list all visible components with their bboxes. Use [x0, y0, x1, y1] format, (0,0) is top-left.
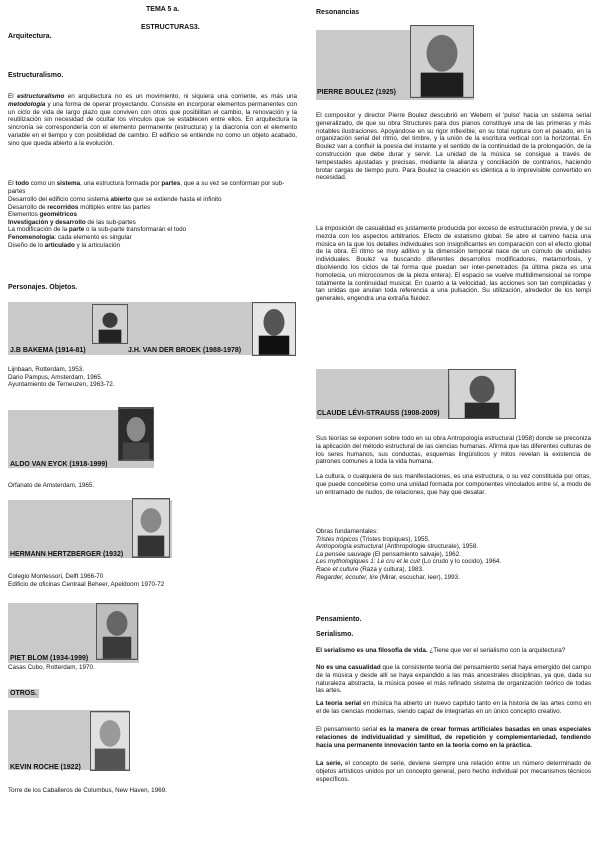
- list-item: Fenomenología: cada elemento es singular: [8, 233, 132, 241]
- list-item: La pensée sauvage (El pensamiento salvaje), 1962.: [316, 550, 461, 558]
- arquitectura-heading: Arquitectura.: [8, 33, 52, 40]
- list-item: Les mythologiques 1: Le cru et le cuit (Lo crudo y lo cocido), 1964.: [316, 558, 502, 566]
- boulez-paragraph-2: La imposición de casualidad es justamente producida por exceso de estructuración previa, y de su mezcla con los aspectos arbitrarios. Efecto de estatismo global. Se abre el camino hacia una música en la que los detalles individuales son insignificantes en comparación con el efecto global de la obra. El ritmo se muy aditivo y la dimensión temporal nace de un cúmulo de unidades individuales. Boulez va buscando diferentes desarrollos modificadores, metamorfosis, y disolviendo los ciclos de tal forma que puedan ser inter-penetrados (la última pieza es una homotecia, un microcosmos de la pieza entera). El espacio se vuelve multidimensional se rompe totalmente la continuidad musical. En cuanto a la velocidad, las acciones son tan complicadas y tan unidas que anulan toda referencia a una pulsación. Su utilización, alrededor de los tempi generales, engendra una extraña fluidez.: [316, 225, 591, 303]
- estructuras-label: ESTRUCTURAS3.: [141, 24, 200, 31]
- levi-portrait: [448, 369, 516, 419]
- pensamiento-serial-paragraph: El pensamiento serial es la manera de crear formas artificiales basadas en unas especiales relaciones de individualidad y similitud, de repetición y complementariedad, tendiendo hacia una permanente innovación tanto en la teoría como en la práctica.: [316, 726, 592, 749]
- bakema-portrait: [92, 304, 128, 344]
- boulez-paragraph-1: El compositor y director Pierre Boulez descubrió en Webern el 'pulso' hacia un sistema serial generalizado, de que su obra Structures para dos pianos constituye una de las primeras y más notables ilustraciones. Apoyándose en su rigor inflexible, en su total ruptura con el pasado, en la organización serial del ritmo, del timbre, y la unión de la escritura vertical con la horizontal. En Boulez van a confluir la poesía del instante y el sentido de la continuidad de la prolongación, de la construcción que debe durar y servir. La unidad de la música se consigue a través de tempestades ajustadas y precisas, mediante la alianza y conciliación de contrarios, haciendo brotar cargas de tiempo puro. Para Boulez la creación es idéntica a lo imprevisible convertido en necesidad.: [316, 112, 591, 182]
- list-item: Race et culture (Raza y cultura), 1983.: [316, 565, 424, 573]
- personajes-heading: Personajes. Objetos.: [8, 284, 78, 291]
- list-item: Tristes trópicos (Tristes tropiques), 1955.: [316, 535, 430, 543]
- obras-heading: Obras fundamentales:: [316, 528, 378, 535]
- list-item: Diseño de lo articulado y la articulación: [8, 241, 121, 249]
- bakema-name: J.B BAKEMA (1914-81): [10, 347, 86, 354]
- boulez-name: PIERRE BOULEZ (1925): [317, 89, 396, 96]
- vaneyck-name: ALDO VAN EYCK (1918-1999): [10, 461, 108, 468]
- serialismo-question: El serialismo es una filosofía de vida. ¿Tiene que ver el serialismo con la arquitectura?: [316, 647, 566, 654]
- bakema-works: Lijnbaan, Rotterdam, 1953. Dario Pampus, Amsterdam, 1965. Ayuntamiento de Terneuzen, 1963-72.: [8, 366, 115, 389]
- blom-portrait: [96, 603, 138, 660]
- hertz-name: HERMANN HERTZBERGER (1932): [10, 551, 124, 558]
- roche-portrait: [90, 711, 130, 771]
- broek-name: J.H. VAN DER BROEK (1988-1978): [128, 347, 242, 354]
- tema-label: TEMA 5 a.: [146, 6, 180, 13]
- roche-name: KEVIN ROCHE (1922): [10, 764, 81, 771]
- estructuralismo-heading: Estructuralismo.: [8, 72, 64, 79]
- teoria-serial-paragraph: La teoría serial en música ha abierto un nuevo capítulo tanto en la historia de las artes como en el de las ciencias modernas, siendo capaz de integrarlas en un único concepto creativo.: [316, 700, 592, 715]
- serie-paragraph: La serie, el concepto de serie, deviene siempre una relación entre un número determinado de objetos artísticos unidos por un concepto general, pero hecho individual por mecanismos técnicos específicos.: [316, 760, 591, 783]
- list-item: La modificación de la parte o la sub-parte transformarán el todo: [8, 226, 187, 234]
- levi-name: CLAUDE LÉVI-STRAUSS (1908-2009): [317, 410, 440, 417]
- list-item: Investigación y desarrollo de las sub-partes: [8, 218, 136, 226]
- structuralism-list: [8, 196, 297, 249]
- vaneyck-works: Orfanato de Amsterdam, 1965.: [8, 482, 95, 489]
- list-item: Desarrollo del edificio como sistema abierto que se extiende hasta el infinito: [8, 196, 222, 203]
- broek-portrait: [252, 302, 296, 356]
- todo-sistema-text: El todo como un sistema, una estructura formada por partes, que a su vez se conforman por sub-partes: [8, 180, 285, 195]
- obras-list: [316, 528, 591, 581]
- resonancias-heading: Resonancias: [316, 9, 360, 16]
- list-item: Elementos geométricos: [8, 211, 77, 219]
- casualidad-paragraph: No es una casualidad que la consistente teoría del pensamiento serial haya emergido del campo de la música y desde allí se haya expandido a las más ancestrales disciplinas, ya que, dada su naturaleza abstracta, la música posee el más refinado sistema de organización teórico de todas las artes.: [316, 664, 592, 695]
- levi-paragraph-2: La cultura, o cualquiera de sus manifestaciones, es una estructura, o su vez constituida por otras, que puede concebirse como una unidad formada por componentes vinculados entre sí, a modo de un entramado de nudos, de relaciones, que hay que desatar.: [316, 473, 591, 496]
- otros-heading: OTROS.: [10, 690, 37, 697]
- blom-name: PIET BLOM (1934-1999): [10, 655, 89, 662]
- serialismo-heading: Serialismo.: [316, 631, 354, 638]
- hertz-portrait: [132, 498, 170, 558]
- estructuralismo-intro: El estructuralismo en arquitectura no es un movimiento, ni siquiera una corriente, es más una metodología y una forma de operar proyectando. Consiste en incorporar elementos permanentes con un ciclo de vida de largo plazo que conviven con otros que posibilitan el cambio, la renovación y la reutilización sin necesidad de ocultar los vínculos que se establecen entre ellos. En arquitectura la sincronía se correspondería con el elemento permanente (estructura) y la diacronía con el elemento variable en el tiempo y con posibilidad de cambio. El edificio se entiende no como un objeto acabado, sino que queda abierto a la evolución.: [8, 93, 297, 147]
- levi-paragraph-1: Sus teorías se exponen sobre todo en su obra Antropología estructural (1958) donde se preconiza la aplicación del método estructural de las ciencias humanas. Afirma que las diferentes culturas de los seres humanos, sus conductas, esquemas lingüísticos y mitos revelan la existencia de patrones comunes a toda la vida humana.: [316, 435, 591, 466]
- boulez-portrait: [410, 25, 474, 98]
- roche-works: Torre de los Caballeros de Columbus, New Haven, 1969.: [8, 787, 167, 794]
- hertz-works: Colegio Montessori, Delft 1966-70 Edificio de oficinas Centraal Beheer, Apeldoorn 1970-72: [8, 573, 165, 588]
- blom-works: Casas Cubo, Rotterdam, 1970.: [8, 664, 95, 671]
- list-item: Antropología estructural (Anthropologie structurale), 1958.: [316, 543, 479, 551]
- list-item: Regarder, écouter, lire (Mirar, escuchar, leer), 1993.: [316, 573, 460, 581]
- pensamiento-heading: Pensamiento.: [316, 616, 362, 623]
- vaneyck-portrait: [118, 407, 154, 461]
- list-item: Desarrollo de recorridos múltiples entre las partes: [8, 203, 151, 211]
